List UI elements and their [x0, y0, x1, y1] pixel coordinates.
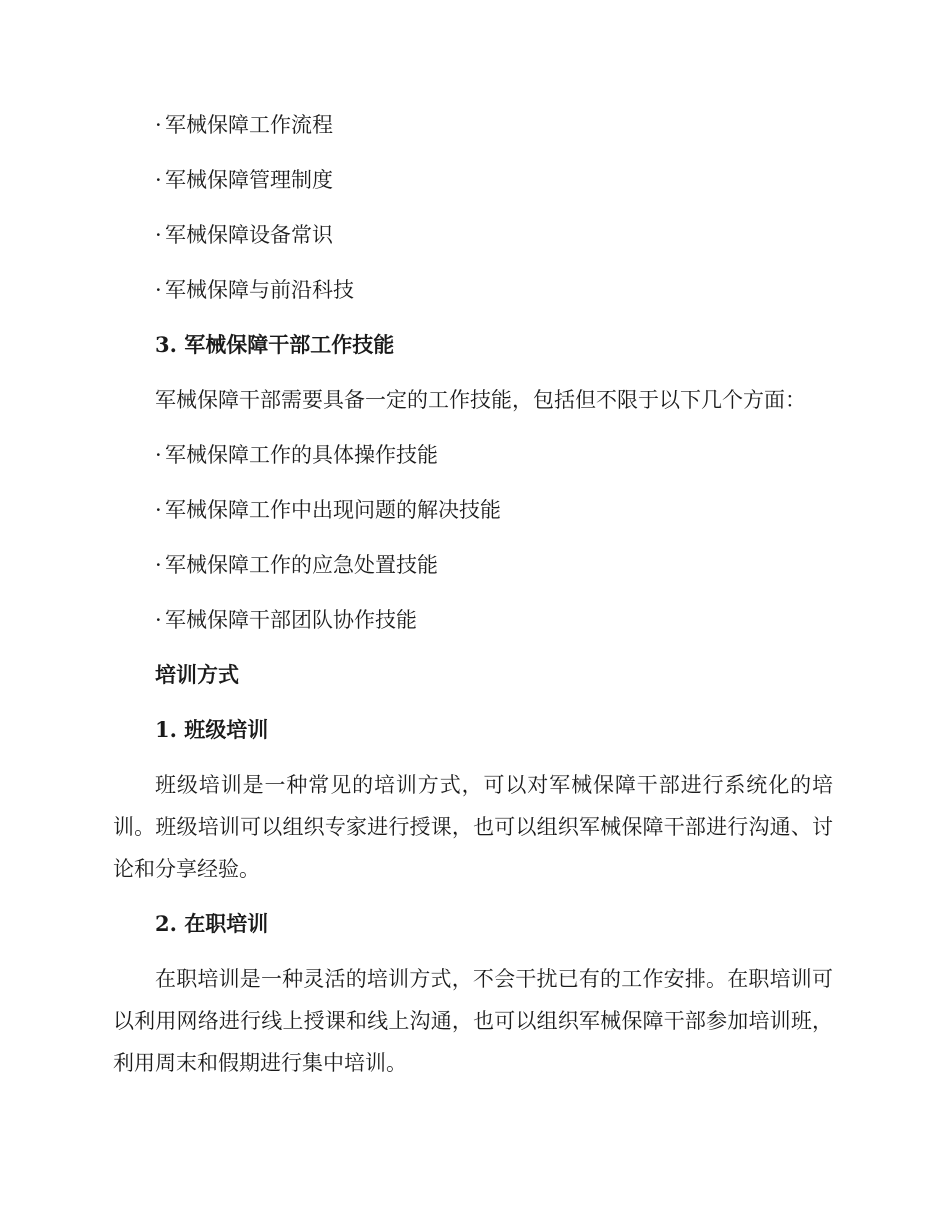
list-item-text: 军械保障管理制度 [165, 168, 333, 192]
list-item [113, 104, 833, 146]
bullet-marker: · [155, 443, 162, 467]
bullet-marker: · [155, 223, 162, 247]
bullet-marker: · [155, 553, 162, 577]
bullet-marker: · [155, 498, 162, 522]
list-item [113, 214, 833, 256]
section-heading-skills: 3. 军械保障干部工作技能 [155, 332, 395, 357]
bullet-marker: · [155, 278, 162, 302]
bullet-marker: · [155, 608, 162, 632]
subheading-onjob-training: 2. 在职培训 [155, 911, 269, 936]
onjob-training-paragraph: 在职培训是一种灵活的培训方式，不会干扰已有的工作安排。在职培训可以利用网络进行线上授课和线上沟通，也可以组织军械保障干部参加培训班，利用周末和假期进行集中培训。 [113, 967, 833, 1075]
bullet-marker: · [155, 168, 162, 192]
list-item [113, 434, 833, 476]
list-item-text: 军械保障工作流程 [165, 113, 333, 137]
list-item-text: 军械保障工作中出现问题的解决技能 [165, 498, 501, 522]
subheading-class-training: 1. 班级培训 [155, 717, 269, 742]
document-body [113, 104, 833, 1097]
list-item-text: 军械保障工作的应急处置技能 [165, 553, 438, 577]
list-item [113, 544, 833, 586]
list-item [113, 489, 833, 531]
list-item-text: 军械保障干部团队协作技能 [165, 608, 417, 632]
list-item [113, 159, 833, 201]
class-training-paragraph: 班级培训是一种常见的培训方式，可以对军械保障干部进行系统化的培训。班级培训可以组织专家进行授课，也可以组织军械保障干部进行沟通、讨论和分享经验。 [113, 773, 833, 881]
skills-intro-paragraph: 军械保障干部需要具备一定的工作技能，包括但不限于以下几个方面： [155, 388, 806, 412]
section-heading-training: 培训方式 [155, 662, 239, 687]
list-item-text: 军械保障与前沿科技 [165, 278, 354, 302]
list-item-text: 军械保障工作的具体操作技能 [165, 443, 438, 467]
list-item-text: 军械保障设备常识 [165, 223, 333, 247]
list-item [113, 599, 833, 641]
bullet-marker: · [155, 113, 162, 137]
list-item [113, 269, 833, 311]
